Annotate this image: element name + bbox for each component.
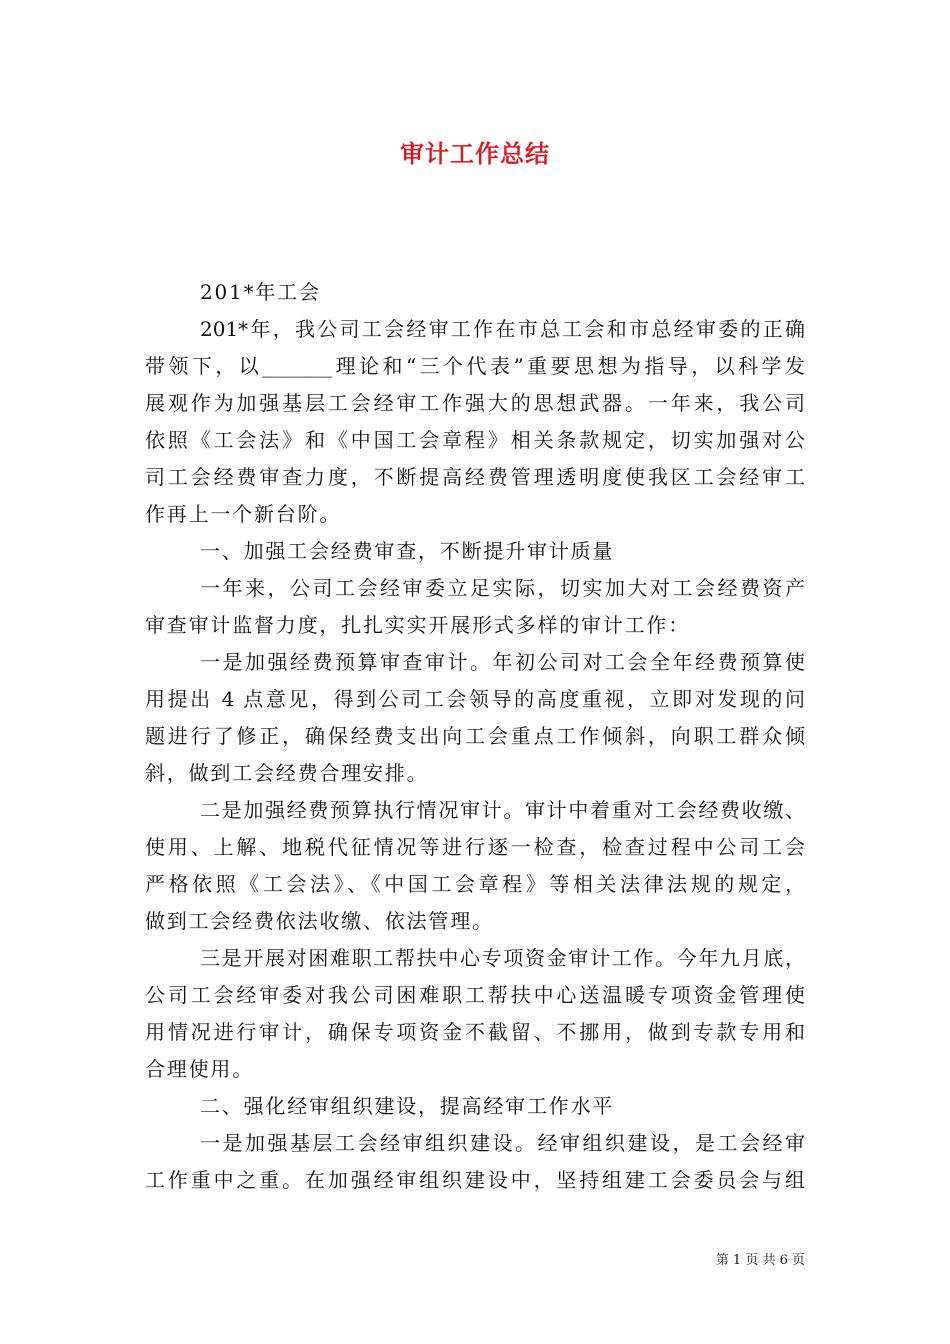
paragraph-line: 带领下，以_______理论和“三个代表”重要思想为指导，以科学发 [145, 354, 805, 378]
paragraph-line: 做到工会经费依法收缴、依法管理。 [145, 909, 494, 933]
paragraph-line: 公司工会经审委对我公司困难职工帮扶中心送温暖专项资金管理使 [145, 983, 805, 1007]
paragraph-line: 严格依照《工会法》、《中国工会章程》等相关法律法规的规定， [145, 872, 805, 896]
paragraph-line: 三是开展对困难职工帮扶中心专项资金审计工作。今年九月底， [200, 946, 805, 970]
paragraph-line: 201*年工会 [200, 280, 321, 304]
paragraph-line: 一年来，公司工会经审委立足实际，切实加大对工会经费资产 [200, 576, 805, 600]
paragraph-line: 作再上一个新台阶。 [145, 502, 342, 526]
paragraph-line: 一是加强基层工会经审组织建设。经审组织建设，是工会经审 [200, 1131, 805, 1155]
paragraph-line: 展观作为加强基层工会经审工作强大的思想武器。一年来，我公司 [145, 391, 805, 415]
paragraph-line: 司工会经费审查力度，不断提高经费管理透明度使我区工会经审工 [145, 465, 805, 489]
paragraph-line: 工作重中之重。在加强经审组织建设中，坚持组建工会委员会与组 [145, 1168, 805, 1192]
page-number: 第 1 页 共 6 页 [715, 1253, 805, 1268]
paragraph-line: 题进行了修正，确保经费支出向工会重点工作倾斜，向职工群众倾 [145, 724, 805, 748]
paragraph-line: 使用、上解、地税代征情况等进行逐一检查，检查过程中公司工会 [145, 835, 805, 859]
paragraph-line: 审查审计监督力度，扎扎实实开展形式多样的审计工作： [145, 613, 690, 637]
paragraph-line: 合理使用。 [145, 1057, 254, 1081]
paragraph-line: 斜，做到工会经费合理安排。 [145, 761, 429, 785]
paragraph-line: 一、加强工会经费审查，不断提升审计质量 [200, 539, 615, 563]
paragraph-line: 二、强化经审组织建设，提高经审工作水平 [200, 1094, 615, 1118]
paragraph-line: 用情况进行审计，确保专项资金不截留、不挪用，做到专款专用和 [145, 1020, 805, 1044]
paragraph-line: 用提出 4 点意见，得到公司工会领导的高度重视，立即对发现的问 [145, 687, 805, 711]
paragraph-line: 一是加强经费预算审查审计。年初公司对工会全年经费预算使 [200, 650, 805, 674]
paragraph-line: 依照《工会法》和《中国工会章程》相关条款规定，切实加强对公 [145, 428, 805, 452]
paragraph-line: 201*年，我公司工会经审工作在市总工会和市总经审委的正确 [200, 317, 805, 341]
document-body [145, 274, 805, 1199]
document-title: 审计工作总结 [400, 139, 550, 168]
paragraph-line: 二是加强经费预算执行情况审计。审计中着重对工会经费收缴、 [200, 798, 805, 822]
